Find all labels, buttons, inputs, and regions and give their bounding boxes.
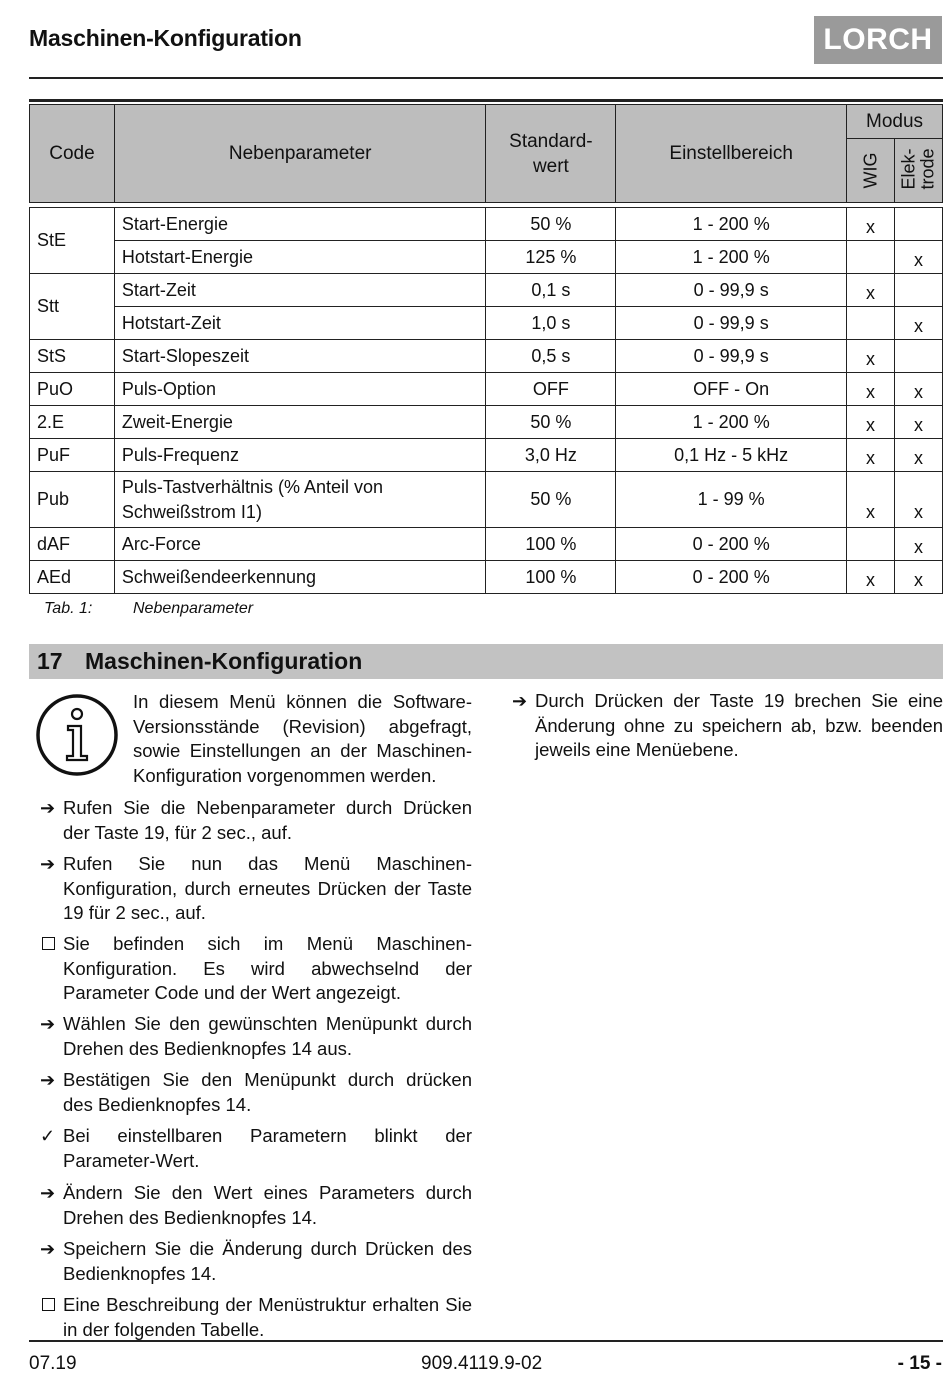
cell-range: 1 - 200 % [616, 241, 847, 274]
cell-range: 0 - 200 % [616, 528, 847, 561]
cell-wig: x [847, 439, 895, 472]
instruction-item [34, 1124, 472, 1173]
instruction-text: Wählen Sie den gewünschten Menüpunkt durch Drehen des Bedienknopfes 14 aus. [63, 1013, 472, 1059]
cell-wig: x [847, 561, 895, 594]
cell-param: Start-Zeit [114, 274, 486, 307]
parameter-table-wrapper [29, 104, 943, 594]
cell-param: Puls-Tastverhältnis (% Anteil von Schweißstrom I1) [114, 472, 486, 528]
table-row [30, 528, 943, 561]
cell-wig: x [847, 208, 895, 241]
table-row [30, 439, 943, 472]
cell-param: Start-Slopeszeit [114, 340, 486, 373]
instruction-text: Durch Drücken der Taste 19 brechen Sie eine Änderung ohne zu speichern ab, bzw. beenden jeweils eine Menüebene. [535, 690, 943, 760]
cell-elek: x [895, 561, 943, 594]
table-row [30, 406, 943, 439]
arrow-marker-icon: ➔ [40, 798, 56, 818]
table-row [30, 373, 943, 406]
instruction-item [34, 1068, 472, 1117]
instruction-item [34, 852, 472, 926]
table-row [30, 561, 943, 594]
cell-default: 100 % [486, 528, 616, 561]
instruction-item [34, 932, 472, 1006]
cell-elek [895, 274, 943, 307]
instruction-text: Bestätigen Sie den Menüpunkt durch drücken des Bedienknopfes 14. [63, 1069, 472, 1115]
checkbox-marker-icon [42, 1298, 55, 1311]
col-header-elek [895, 139, 943, 203]
cell-param: Start-Energie [114, 208, 486, 241]
cell-default: OFF [486, 373, 616, 406]
cell-param: Hotstart-Zeit [114, 307, 486, 340]
cell-elek [895, 340, 943, 373]
section-number: 17 [37, 648, 63, 674]
cell-range: OFF - On [616, 373, 847, 406]
cell-code: Stt [30, 274, 115, 340]
cell-wig: x [847, 373, 895, 406]
footer-page-number: - 15 - [897, 1353, 942, 1374]
cell-elek: x [895, 307, 943, 340]
instruction-item [34, 1181, 472, 1230]
cell-param: Puls-Frequenz [114, 439, 486, 472]
cell-elek: x [895, 439, 943, 472]
table-body [30, 203, 943, 594]
cell-code: dAF [30, 528, 115, 561]
cell-param: Zweit-Energie [114, 406, 486, 439]
cell-range: 1 - 200 % [616, 208, 847, 241]
cell-wig [847, 241, 895, 274]
caption-label: Tab. 1: [44, 600, 93, 617]
instruction-text: Bei einstellbaren Parametern blinkt der Parameter-Wert. [63, 1125, 472, 1171]
arrow-marker-icon: ➔ [40, 854, 56, 874]
checkmark-marker-icon: ✓ [40, 1126, 56, 1146]
table-row [30, 274, 943, 307]
cell-code: Pub [30, 472, 115, 528]
checkbox-marker-icon [42, 937, 55, 950]
page-header-title: Maschinen-Konfiguration [29, 25, 302, 51]
cell-code: AEd [30, 561, 115, 594]
cell-elek: x [895, 528, 943, 561]
cell-elek: x [895, 406, 943, 439]
cell-default: 50 % [486, 472, 616, 528]
cell-default: 3,0 Hz [486, 439, 616, 472]
table-row [30, 208, 943, 241]
cell-elek: x [895, 373, 943, 406]
parameter-table [29, 104, 943, 594]
table-caption [44, 600, 253, 618]
cell-wig: x [847, 406, 895, 439]
cell-range: 0 - 99,9 s [616, 274, 847, 307]
table-row [30, 472, 943, 528]
cell-wig [847, 528, 895, 561]
cell-default: 50 % [486, 406, 616, 439]
instruction-text: Speichern Sie die Änderung durch Drücken des Bedienknopfes 14. [63, 1238, 472, 1284]
cell-param: Arc-Force [114, 528, 486, 561]
cell-code: 2.E [30, 406, 115, 439]
arrow-marker-icon: ➔ [40, 1070, 56, 1090]
col-header-param: Nebenparameter [114, 105, 486, 203]
cell-code: PuO [30, 373, 115, 406]
cell-range: 1 - 200 % [616, 406, 847, 439]
instruction-text: Sie befinden sich im Menü Maschinen-Konfiguration. Es wird abwechselnd der Parameter Code und der Wert angezeigt. [63, 933, 472, 1003]
instruction-item [506, 689, 943, 763]
table-row [30, 307, 943, 340]
cell-param: Puls-Option [114, 373, 486, 406]
instruction-item [34, 1012, 472, 1061]
table-top-rule [29, 99, 943, 102]
col-header-wig [847, 139, 895, 203]
cell-code: StS [30, 340, 115, 373]
cell-range: 1 - 99 % [616, 472, 847, 528]
cell-wig [847, 307, 895, 340]
lorch-logo: LORCH [814, 16, 942, 64]
instruction-item [34, 1293, 472, 1342]
table-row [30, 241, 943, 274]
wig-label: WIG [860, 152, 881, 189]
cell-range: 0,1 Hz - 5 kHz [616, 439, 847, 472]
instruction-text: Rufen Sie die Nebenparameter durch Drücken der Taste 19, für 2 sec., auf. [63, 797, 472, 843]
arrow-marker-icon: ➔ [40, 1239, 56, 1259]
cell-default: 0,5 s [486, 340, 616, 373]
header-rule [29, 77, 943, 79]
instruction-item [34, 796, 472, 845]
cell-elek [895, 208, 943, 241]
cell-param: Schweißendeerkennung [114, 561, 486, 594]
instruction-text: Rufen Sie nun das Menü Maschinen-Konfiguration, durch erneutes Drücken der Taste 19 für 2 sec., auf. [63, 853, 472, 923]
cell-elek: x [895, 241, 943, 274]
cell-wig: x [847, 472, 895, 528]
cell-range: 0 - 99,9 s [616, 307, 847, 340]
footer-doc-number: 909.4119.9-02 [421, 1353, 543, 1374]
cell-default: 100 % [486, 561, 616, 594]
cell-default: 0,1 s [486, 274, 616, 307]
footer-date: 07.19 [29, 1353, 77, 1374]
col-header-modus: Modus [847, 105, 943, 139]
col-header-code: Code [30, 105, 115, 203]
caption-text: Nebenparameter [133, 600, 254, 617]
cell-default: 125 % [486, 241, 616, 274]
section-title: Maschinen-Konfiguration [85, 648, 363, 674]
cell-code: StE [30, 208, 115, 274]
cell-wig: x [847, 274, 895, 307]
footer-rule [29, 1340, 943, 1342]
cell-default: 1,0 s [486, 307, 616, 340]
instruction-item [34, 1237, 472, 1286]
intro-paragraph: In diesem Menü können die Software-Versionsstände (Revision) abgefragt, sowie Einstellungen an der Maschinen-Konfiguration vorgenommen werden. [133, 691, 472, 786]
instruction-text: Eine Beschreibung der Menüstruktur erhalten Sie in der folgenden Tabelle. [63, 1294, 472, 1340]
cell-elek: x [895, 472, 943, 528]
arrow-marker-icon: ➔ [40, 1183, 56, 1203]
cell-wig: x [847, 340, 895, 373]
cell-param: Hotstart-Energie [114, 241, 486, 274]
info-icon [35, 693, 119, 777]
cell-range: 0 - 99,9 s [616, 340, 847, 373]
cell-code: PuF [30, 439, 115, 472]
col-header-default: Standard- wert [486, 105, 616, 203]
arrow-marker-icon: ➔ [512, 691, 528, 711]
section-heading [37, 648, 362, 675]
elek-label: Elek- trode [898, 148, 938, 190]
arrow-marker-icon: ➔ [40, 1014, 56, 1034]
table-row [30, 340, 943, 373]
cell-default: 50 % [486, 208, 616, 241]
col-header-range: Einstellbereich [616, 105, 847, 203]
instruction-text: Ändern Sie den Wert eines Parameters durch Drehen des Bedienknopfes 14. [63, 1182, 472, 1228]
cell-range: 0 - 200 % [616, 561, 847, 594]
